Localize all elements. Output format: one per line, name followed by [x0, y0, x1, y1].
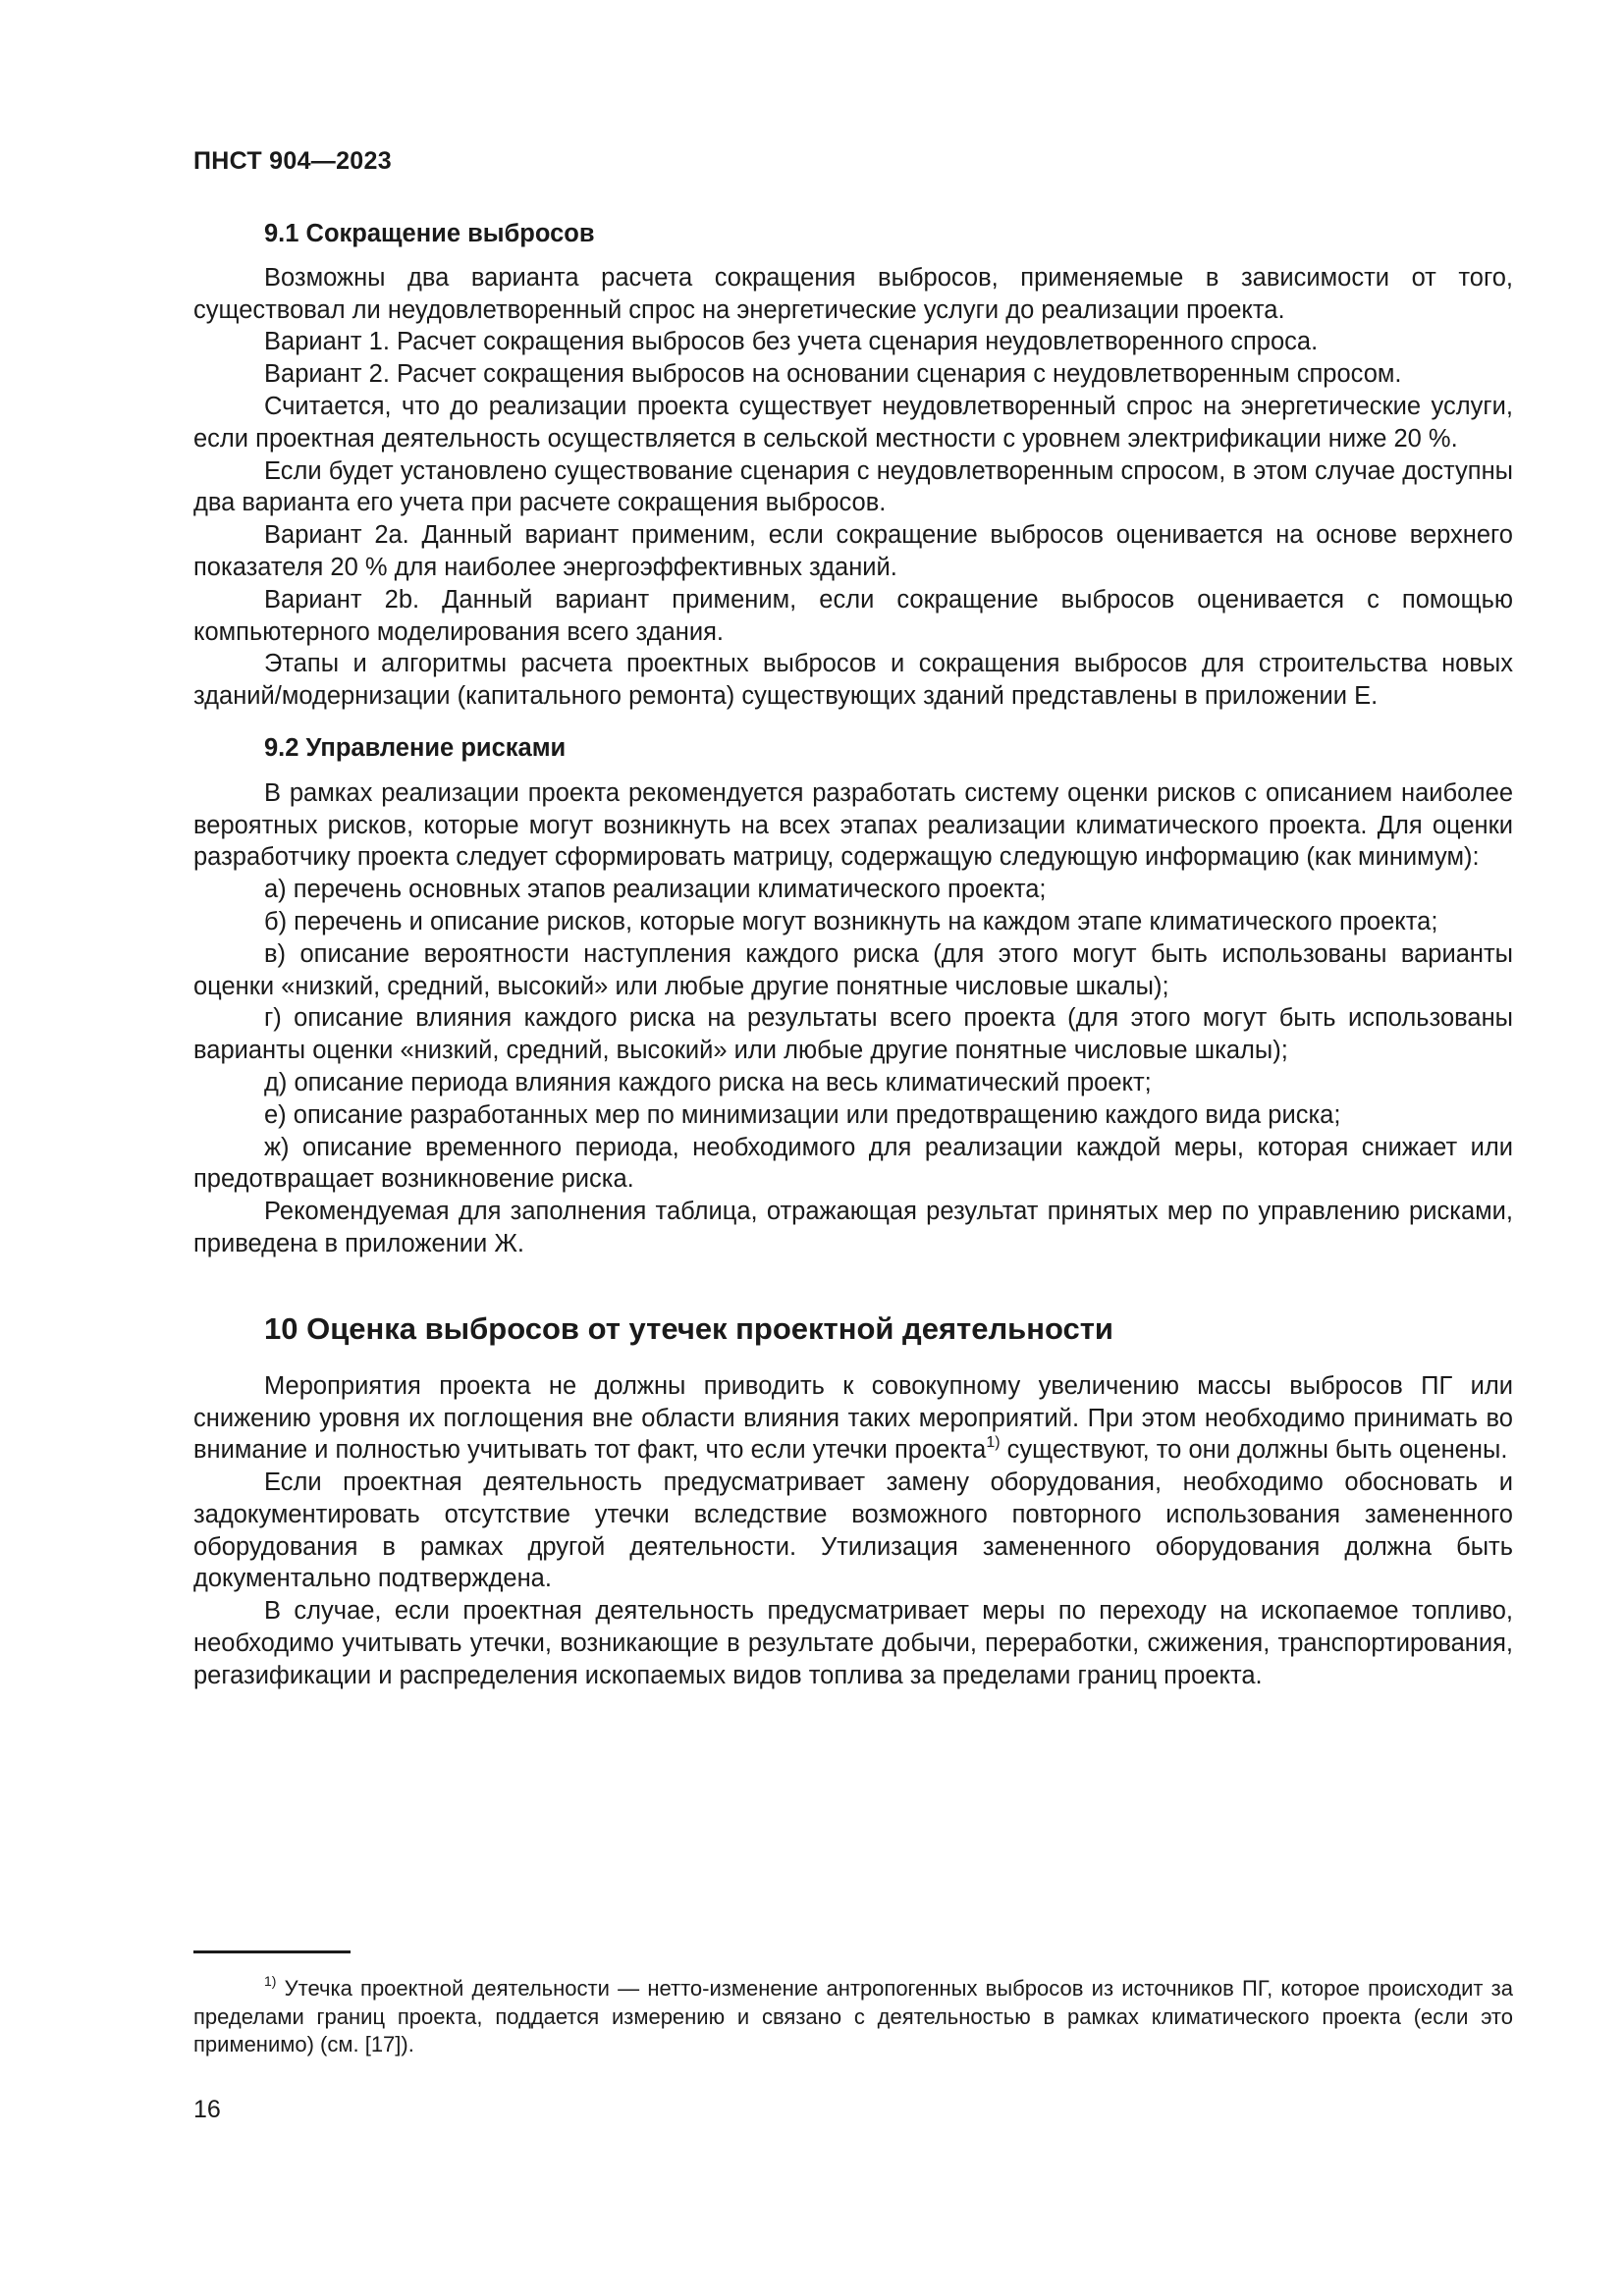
- section-9-2-intro: В рамках реализации проекта рекомендуется разработать систему оценки рисков с описанием наиболее вероятных рисков, которые могут возникнуть на всех этапах реализации климатического проекта. Для оценки разработчику проекта следует сформировать матрицу, содержащую следующую информацию (как минимум):: [193, 778, 1513, 872]
- page-header-doc-code: ПНСТ 904—2023: [193, 147, 392, 175]
- footnote-body: Утечка проектной деятельности — нетто-изменение антропогенных выбросов из источников ПГ, которое происходит за пределами границ проекта, поддается измерению и связано с деятельностью в рамках климатического проекта (если это применимо) (см. [17]).: [193, 1976, 1513, 2056]
- list-item: а) перечень основных этапов реализации климатического проекта;: [264, 876, 1047, 904]
- section-9-1-paragraph: Если будет установлено существование сценария с неудовлетворенным спросом, в этом случае доступны два варианта его учета при расчете сокращения выбросов.: [193, 456, 1513, 517]
- section-10-paragraph: Если проектная деятельность предусматривает замену оборудования, необходимо обосновать и задокументировать отсутствие утечки вследствие возможного повторного использования замененного оборудования в рамках другой деятельности. Утилизация замененного оборудования должна быть документально подтверждена.: [193, 1468, 1513, 1593]
- footnote-divider: [193, 1950, 351, 1953]
- page-number: 16: [193, 2096, 221, 2123]
- document-body: [193, 218, 1513, 1692]
- list-item: е) описание разработанных мер по минимизации или предотвращению каждого вида риска;: [264, 1100, 1341, 1129]
- section-9-1-paragraph: Вариант 1. Расчет сокращения выбросов без учета сценария неудовлетворенного спроса.: [264, 328, 1319, 356]
- section-9-1-paragraph: Считается, что до реализации проекта существует неудовлетворенный спрос на энергетические услуги, если проектная деятельность осуществляется в сельской местности с уровнем электрификации ниже 20 %.: [193, 392, 1513, 453]
- section-9-1-paragraph: Вариант 2b. Данный вариант применим, если сокращение выбросов оценивается с помощью компьютерного моделирования всего здания.: [193, 585, 1513, 646]
- section-9-1-paragraph: Возможны два варианта расчета сокращения выбросов, применяемые в зависимости от того, существовал ли неудовлетворенный спрос на энергетические услуги до реализации проекта.: [193, 263, 1513, 324]
- section-9-1-paragraph: Вариант 2a. Данный вариант применим, если сокращение выбросов оценивается на основе верхнего показателя 20 % для наиболее энергоэффективных зданий.: [193, 521, 1513, 581]
- section-10-paragraph-text: существуют, то они должны быть оценены.: [1000, 1436, 1508, 1465]
- section-9-1-paragraph: Этапы и алгоритмы расчета проектных выбросов и сокращения выбросов для строительства новых зданий/модернизации (капитального ремонта) существующих зданий представлены в приложении Е.: [193, 650, 1513, 711]
- list-item: в) описание вероятности наступления каждого риска (для этого могут быть использованы варианты оценки «низкий, средний, высокий» или любые другие понятные числовые шкалы);: [193, 939, 1513, 1000]
- list-item: б) перечень и описание рисков, которые могут возникнуть на каждом этапе климатического проекта;: [264, 907, 1438, 935]
- section-9-1-heading: 9.1 Сокращение выбросов: [264, 220, 595, 247]
- list-item: г) описание влияния каждого риска на результаты всего проекта (для этого могут быть использованы варианты оценки «низкий, средний, высокий» или любые другие понятные числовые шкалы);: [193, 1004, 1513, 1065]
- section-9-2-heading: 9.2 Управление рисками: [264, 733, 567, 762]
- list-item: д) описание периода влияния каждого риска на весь климатический проект;: [264, 1068, 1152, 1096]
- section-10-paragraph-text: Мероприятия проекта не должны приводить к совокупному увеличению массы выбросов ПГ или снижению уровня их поглощения вне области влияния таких мероприятий. При этом необходимо принимать во внимание и полностью учитывать тот факт, что если утечки проекта: [193, 1371, 1513, 1465]
- section-9-2-closing: Рекомендуемая для заполнения таблица, отражающая результат принятых мер по управлению рисками, приведена в приложении Ж.: [193, 1198, 1513, 1257]
- footnote-text: [193, 1975, 1513, 2059]
- section-10-paragraph: В случае, если проектная деятельность предусматривает меры по переходу на ископаемое топливо, необходимо учитывать утечки, возникающие в результате добычи, переработки, сжижения, транспортирования, регазификации и распределения ископаемых видов топлива за пределами границ проекта.: [193, 1597, 1513, 1689]
- footnote-marker: 1): [264, 1973, 277, 1989]
- footnote: [193, 1975, 1513, 2059]
- section-10-paragraph: [193, 1370, 1513, 1467]
- section-9-1-paragraph: Вариант 2. Расчет сокращения выбросов на основании сценария с неудовлетворенным спросом.: [264, 360, 1402, 389]
- list-item: ж) описание временного периода, необходимого для реализации каждой меры, которая снижает или предотвращает возникновение риска.: [193, 1133, 1513, 1194]
- footnote-reference[interactable]: 1): [986, 1434, 1001, 1452]
- section-10-heading: 10 Оценка выбросов от утечек проектной деятельности: [264, 1310, 1113, 1346]
